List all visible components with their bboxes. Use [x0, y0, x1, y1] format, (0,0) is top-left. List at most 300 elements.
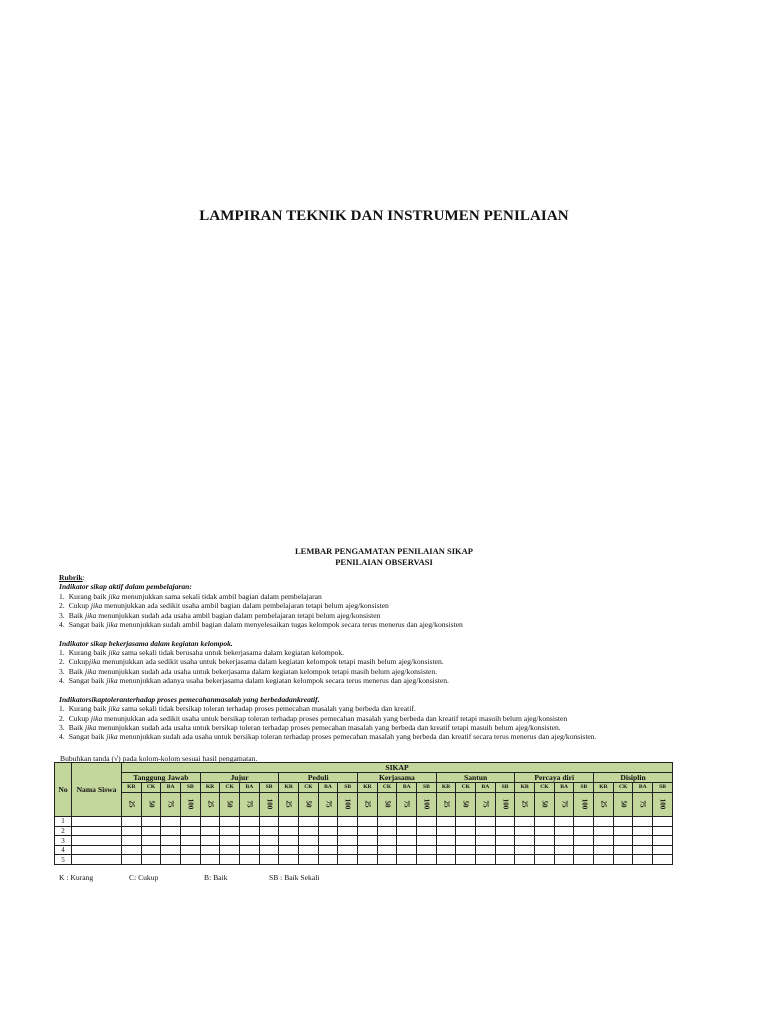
- check-cell[interactable]: [653, 817, 673, 827]
- check-cell[interactable]: [574, 855, 594, 865]
- check-cell[interactable]: [377, 845, 397, 855]
- rubric-item-pre: Baik: [68, 666, 85, 676]
- score-value: 100: [422, 799, 431, 810]
- score-header: [515, 792, 535, 816]
- rubric-item-pre: Sangat baik: [68, 732, 107, 742]
- score-value: 100: [658, 799, 667, 810]
- check-cell[interactable]: [417, 826, 437, 836]
- check-cell[interactable]: [653, 855, 673, 865]
- level-header: BA: [633, 783, 653, 792]
- rubric-item: [59, 723, 719, 732]
- check-cell[interactable]: [318, 836, 338, 846]
- check-cell[interactable]: [574, 836, 594, 846]
- rubric-item-post: menunjukkan sudah ada usaha untuk bersikap toleran terhadap proses pemecahan masalah yang berbeda dan kreatif tetapi masuih belum ajeg/konsisten.: [96, 723, 561, 733]
- level-header: SB: [653, 783, 673, 792]
- score-header: [456, 792, 476, 816]
- level-header: KR: [515, 783, 535, 792]
- check-cell[interactable]: [377, 855, 397, 865]
- rubric-indicator: Indikator sikap bekerjasama dalam kegiatan kelompok.: [59, 638, 233, 648]
- check-cell[interactable]: [141, 826, 161, 836]
- check-cell[interactable]: [515, 817, 535, 827]
- score-value: 25: [284, 800, 293, 808]
- rubric-item-keyword: jika: [108, 591, 120, 601]
- score-value: 25: [599, 800, 608, 808]
- score-header: [574, 792, 594, 816]
- check-cell[interactable]: [161, 845, 181, 855]
- check-cell[interactable]: [436, 845, 456, 855]
- check-cell[interactable]: [495, 817, 515, 827]
- level-header: BA: [397, 783, 417, 792]
- table-row: [55, 855, 673, 865]
- check-cell[interactable]: [594, 845, 614, 855]
- score-header: [181, 792, 201, 816]
- check-cell[interactable]: [535, 826, 555, 836]
- rubric-item-num: 1.: [59, 704, 65, 714]
- rubric-item-pre: Cukup: [68, 601, 91, 611]
- score-value: 50: [540, 800, 549, 808]
- rubric-item-keyword: jika: [84, 723, 97, 733]
- rubric-item: [59, 676, 719, 685]
- check-cell[interactable]: [515, 836, 535, 846]
- rubric-item-post: menunjukkan ada sedikit usaha ambil bagian dalam pembelajaran tetapi belum ajeg/konsisten: [102, 601, 389, 611]
- score-value: 50: [147, 800, 155, 808]
- check-cell[interactable]: [200, 855, 220, 865]
- check-cell[interactable]: [318, 845, 338, 855]
- check-cell[interactable]: [476, 817, 496, 827]
- check-cell[interactable]: [456, 817, 476, 827]
- check-cell[interactable]: [358, 836, 378, 846]
- level-header: SB: [417, 783, 437, 792]
- check-cell[interactable]: [633, 855, 653, 865]
- check-cell[interactable]: [259, 826, 279, 836]
- score-header: [122, 792, 142, 816]
- check-cell[interactable]: [417, 845, 437, 855]
- level-header: CK: [377, 783, 397, 792]
- rubric-item-pre: Sangat baik: [68, 620, 107, 630]
- level-header: CK: [535, 783, 555, 792]
- rubric-item: [59, 601, 719, 610]
- rubric-item-post: menunjukkan sudah ambil bagian dalam menyelesaikan tugas kelompok secara terus menerus dan ajeg/konsisten: [117, 620, 463, 630]
- rubric-item-num: 4.: [59, 620, 65, 630]
- check-cell[interactable]: [594, 836, 614, 846]
- check-cell[interactable]: [161, 836, 181, 846]
- score-header: [535, 792, 555, 816]
- attitude-group-header: Jujur: [200, 773, 279, 783]
- rubric-item: [59, 714, 719, 723]
- check-cell[interactable]: [397, 836, 417, 846]
- rubric-item-post: menunjukkan sudah ada usaha untuk bekerjasama dalam kegiatan kelompok tetapi masih belum ajeg/konsisten.: [96, 666, 438, 676]
- rubric-label: Rubrik: [59, 573, 83, 582]
- student-name-cell[interactable]: [72, 845, 122, 855]
- rubric-item-num: 4.: [59, 732, 65, 742]
- check-cell[interactable]: [456, 826, 476, 836]
- observation-table: [54, 762, 673, 865]
- row-number: 3: [55, 836, 72, 846]
- rubric-item-num: 2.: [59, 657, 65, 667]
- check-cell[interactable]: [141, 855, 161, 865]
- check-cell[interactable]: [161, 855, 181, 865]
- check-cell[interactable]: [633, 826, 653, 836]
- rubric-item-num: 3.: [59, 723, 65, 733]
- check-cell[interactable]: [220, 855, 240, 865]
- check-cell[interactable]: [141, 845, 161, 855]
- level-header: BA: [476, 783, 496, 792]
- level-header: SB: [338, 783, 358, 792]
- check-cell[interactable]: [161, 826, 181, 836]
- check-cell[interactable]: [554, 836, 574, 846]
- rubric-item: [59, 704, 719, 713]
- check-cell[interactable]: [476, 845, 496, 855]
- student-name-cell[interactable]: [72, 817, 122, 827]
- check-cell[interactable]: [653, 836, 673, 846]
- rubric-item-num: 1.: [59, 648, 65, 658]
- sheet-title: LEMBAR PENGAMATAN PENILAIAN SIKAP: [295, 546, 473, 556]
- check-cell[interactable]: [200, 836, 220, 846]
- check-cell[interactable]: [476, 855, 496, 865]
- attitude-group-header: Peduli: [279, 773, 358, 783]
- score-value: 75: [324, 800, 333, 808]
- check-cell[interactable]: [397, 817, 417, 827]
- attitude-group-header: Disiplin: [594, 773, 673, 783]
- document-title: LAMPIRAN TEKNIK DAN INSTRUMEN PENILAIAN: [199, 208, 569, 224]
- rubric-item: [59, 592, 719, 601]
- name-header: Nama Siswa: [72, 763, 122, 817]
- check-cell[interactable]: [259, 845, 279, 855]
- rubric-item: [59, 732, 719, 741]
- check-cell[interactable]: [594, 855, 614, 865]
- row-number: 2: [55, 826, 72, 836]
- rubric-item-pre: Cukup: [68, 657, 89, 667]
- rubric-item-num: 4.: [59, 676, 65, 686]
- student-name-cell[interactable]: [72, 826, 122, 836]
- check-cell[interactable]: [613, 817, 633, 827]
- check-cell[interactable]: [554, 817, 574, 827]
- row-number: 5: [55, 855, 72, 865]
- rubric-item-keyword: jika: [106, 620, 118, 630]
- rubric-item-pre: Kurang baik: [68, 648, 109, 658]
- rubric-item-pre: Sangat baik: [68, 676, 107, 686]
- score-value: 50: [461, 800, 470, 808]
- table-row: [55, 836, 673, 846]
- level-header: KR: [358, 783, 378, 792]
- score-value: 100: [265, 799, 274, 810]
- rubric-item: [59, 620, 719, 629]
- level-header: CK: [299, 783, 319, 792]
- check-cell[interactable]: [397, 826, 417, 836]
- check-cell[interactable]: [240, 817, 260, 827]
- level-header: KR: [200, 783, 220, 792]
- score-header: [338, 792, 358, 816]
- check-cell[interactable]: [299, 845, 319, 855]
- score-value: 75: [560, 800, 569, 808]
- score-value: 100: [343, 799, 352, 810]
- rubric-item-num: 3.: [59, 610, 65, 620]
- no-header: No: [55, 763, 72, 817]
- check-cell[interactable]: [141, 817, 161, 827]
- check-cell[interactable]: [554, 845, 574, 855]
- check-cell[interactable]: [417, 836, 437, 846]
- rubric-item-keyword: jika: [90, 601, 103, 611]
- check-cell[interactable]: [279, 826, 299, 836]
- check-cell[interactable]: [141, 836, 161, 846]
- check-cell[interactable]: [220, 845, 240, 855]
- check-cell[interactable]: [535, 817, 555, 827]
- check-cell[interactable]: [476, 826, 496, 836]
- check-cell[interactable]: [279, 845, 299, 855]
- rubric-item-keyword: jika: [84, 666, 97, 676]
- score-value: 75: [481, 800, 490, 808]
- rubric-item-post: menunjukkan sudah ada usaha ambil bagian dalam pembelajaran tetapi belum ajeg/konsisten: [96, 610, 381, 620]
- score-value: 25: [520, 800, 529, 808]
- rubric-item-pre: Baik: [68, 723, 85, 733]
- score-header: [259, 792, 279, 816]
- check-cell[interactable]: [495, 845, 515, 855]
- check-cell[interactable]: [613, 845, 633, 855]
- check-cell[interactable]: [122, 836, 142, 846]
- check-cell[interactable]: [200, 845, 220, 855]
- score-header: [299, 792, 319, 816]
- level-header: KR: [436, 783, 456, 792]
- level-header: BA: [318, 783, 338, 792]
- check-cell[interactable]: [495, 826, 515, 836]
- check-cell[interactable]: [181, 845, 201, 855]
- check-cell[interactable]: [299, 855, 319, 865]
- check-cell[interactable]: [436, 817, 456, 827]
- check-cell[interactable]: [220, 826, 240, 836]
- check-cell[interactable]: [554, 826, 574, 836]
- check-cell[interactable]: [574, 845, 594, 855]
- check-cell[interactable]: [594, 817, 614, 827]
- legend-item: B: Baik: [204, 873, 228, 882]
- attitude-group-header: Percaya diri: [515, 773, 594, 783]
- score-header: [358, 792, 378, 816]
- check-cell[interactable]: [436, 836, 456, 846]
- rubric-item-post: menunjukkan ada sedikit usaha untuk bekerjasama dalam kegiatan kelompok tetapi masih belum ajeg/konsisten.: [100, 657, 444, 667]
- score-header: [633, 792, 653, 816]
- row-number: 1: [55, 817, 72, 827]
- level-header: CK: [141, 783, 161, 792]
- check-cell[interactable]: [318, 817, 338, 827]
- level-header: CK: [613, 783, 633, 792]
- score-value: 75: [245, 800, 254, 808]
- check-cell[interactable]: [495, 836, 515, 846]
- check-cell[interactable]: [377, 836, 397, 846]
- check-cell[interactable]: [338, 836, 358, 846]
- check-cell[interactable]: [200, 817, 220, 827]
- score-value: 100: [501, 799, 510, 810]
- check-cell[interactable]: [220, 836, 240, 846]
- rubric-item: [59, 667, 719, 676]
- check-cell[interactable]: [554, 855, 574, 865]
- legend-item: C: Cukup: [129, 873, 159, 882]
- check-cell[interactable]: [456, 836, 476, 846]
- level-header: CK: [220, 783, 240, 792]
- check-cell[interactable]: [535, 836, 555, 846]
- score-value: 50: [225, 800, 234, 808]
- check-cell[interactable]: [574, 817, 594, 827]
- check-cell[interactable]: [436, 826, 456, 836]
- student-name-cell[interactable]: [72, 855, 122, 865]
- check-cell[interactable]: [259, 836, 279, 846]
- check-cell[interactable]: [653, 845, 673, 855]
- check-cell[interactable]: [122, 817, 142, 827]
- rubric-item-post: sama sekali tidak bersikap toleran terhadap proses pemecahan masalah yang berbeda dan kreatif.: [119, 704, 416, 714]
- check-cell[interactable]: [358, 817, 378, 827]
- check-cell[interactable]: [574, 826, 594, 836]
- score-header: [141, 792, 161, 816]
- rubric-item-post: menunjukkan ada sedikit usaha untuk bersikap toleran terhadap proses pemecahan masalah yang berbeda dan kreatif tetapi masuih belum ajeg/konsisten: [102, 713, 568, 723]
- check-cell[interactable]: [515, 845, 535, 855]
- rubric-indicator: Indikatorsikaptoleranterhadap proses pemecahanmasalah yang berbedadankreatif.: [59, 694, 320, 704]
- check-cell[interactable]: [338, 845, 358, 855]
- rubric-indicator: Indikator sikap aktif dalam pembelajaran:: [59, 582, 192, 592]
- check-cell[interactable]: [535, 845, 555, 855]
- score-value: 75: [166, 800, 175, 808]
- score-header: [397, 792, 417, 816]
- student-name-cell[interactable]: [72, 836, 122, 846]
- rubric-item-num: 2.: [59, 713, 65, 723]
- score-value: 25: [442, 800, 451, 808]
- score-header: [377, 792, 397, 816]
- rubric-item-post: sama sekali tidak berusaha untuk bekerjasama dalam kegiatan kelompok.: [119, 648, 345, 658]
- legend-item: K : Kurang: [59, 873, 94, 882]
- rubric-item-keyword: jika: [108, 704, 120, 714]
- level-header: KR: [279, 783, 299, 792]
- check-cell[interactable]: [358, 855, 378, 865]
- row-number: 4: [55, 845, 72, 855]
- rubric-item-pre: Kurang baik: [68, 704, 109, 714]
- check-cell[interactable]: [279, 855, 299, 865]
- score-header: [318, 792, 338, 816]
- score-value: 25: [363, 800, 372, 808]
- level-header: BA: [554, 783, 574, 792]
- check-cell[interactable]: [535, 855, 555, 865]
- score-value: 100: [579, 799, 588, 810]
- check-cell[interactable]: [240, 845, 260, 855]
- sheet-subtitle: PENILAIAN OBSERVASI: [335, 557, 433, 567]
- score-header: [417, 792, 437, 816]
- check-cell[interactable]: [259, 855, 279, 865]
- check-cell[interactable]: [220, 817, 240, 827]
- check-cell[interactable]: [181, 836, 201, 846]
- check-cell[interactable]: [397, 845, 417, 855]
- rubric-item-keyword: jika: [88, 657, 101, 667]
- rubric-item-pre: Cukup: [68, 713, 91, 723]
- check-cell[interactable]: [377, 817, 397, 827]
- check-cell[interactable]: [338, 855, 358, 865]
- rubric-item-num: 3.: [59, 666, 65, 676]
- check-cell[interactable]: [613, 855, 633, 865]
- score-header: [554, 792, 574, 816]
- score-header: [240, 792, 260, 816]
- attitude-group-header: Tanggung Jawab: [122, 773, 201, 783]
- check-cell[interactable]: [240, 826, 260, 836]
- rubric-item-keyword: jika: [84, 610, 97, 620]
- check-cell[interactable]: [279, 836, 299, 846]
- score-value: 50: [383, 800, 392, 808]
- attitude-group-header: Santun: [436, 773, 515, 783]
- sikap-header: SIKAP: [122, 763, 673, 773]
- table-row: [55, 845, 673, 855]
- rubric-item-keyword: jika: [106, 676, 118, 686]
- check-cell[interactable]: [653, 826, 673, 836]
- rubric-item-keyword: jika: [106, 732, 118, 742]
- check-cell[interactable]: [299, 826, 319, 836]
- level-header: SB: [495, 783, 515, 792]
- score-header: [200, 792, 220, 816]
- score-value: 50: [619, 800, 628, 808]
- check-cell[interactable]: [338, 826, 358, 836]
- check-cell[interactable]: [495, 855, 515, 865]
- score-value: 75: [638, 800, 647, 808]
- check-cell[interactable]: [318, 826, 338, 836]
- check-cell[interactable]: [377, 826, 397, 836]
- score-header: [220, 792, 240, 816]
- check-cell[interactable]: [338, 817, 358, 827]
- table-instruction: Bubuhkan tanda (√) pada kolom-kolom sesuai hasil pengamatan.: [60, 754, 258, 763]
- rubric-item-pre: Kurang baik: [68, 591, 109, 601]
- check-cell[interactable]: [318, 855, 338, 865]
- check-cell[interactable]: [122, 845, 142, 855]
- check-cell[interactable]: [633, 836, 653, 846]
- score-value: 25: [206, 800, 215, 808]
- check-cell[interactable]: [417, 817, 437, 827]
- check-cell[interactable]: [279, 817, 299, 827]
- score-header: [613, 792, 633, 816]
- check-cell[interactable]: [181, 826, 201, 836]
- rubric-item-post: menunjukkan adanya usaha bekerjasama dalam kegiatan kelompok secara terus menerus dan ajeg/konsisten.: [117, 676, 449, 686]
- check-cell[interactable]: [436, 855, 456, 865]
- check-cell[interactable]: [358, 826, 378, 836]
- check-cell[interactable]: [515, 826, 535, 836]
- check-cell[interactable]: [397, 855, 417, 865]
- check-cell[interactable]: [633, 817, 653, 827]
- check-cell[interactable]: [161, 817, 181, 827]
- check-cell[interactable]: [299, 817, 319, 827]
- score-header: [495, 792, 515, 816]
- check-cell[interactable]: [259, 817, 279, 827]
- rubric-item-pre: Baik: [68, 610, 85, 620]
- score-value: 25: [127, 800, 136, 808]
- check-cell[interactable]: [476, 836, 496, 846]
- check-cell[interactable]: [633, 845, 653, 855]
- rubric-item-post: menunjukkan sudah ada usaha untuk bersikap toleran terhadap proses pemecahan masalah yang berbeda dan kreatif secara terus menerus dan ajeg/konsisten.: [117, 732, 597, 742]
- check-cell[interactable]: [613, 826, 633, 836]
- rubric-item-num: 2.: [59, 601, 65, 611]
- check-cell[interactable]: [181, 817, 201, 827]
- check-cell[interactable]: [240, 836, 260, 846]
- check-cell[interactable]: [613, 836, 633, 846]
- check-cell[interactable]: [358, 845, 378, 855]
- check-cell[interactable]: [594, 826, 614, 836]
- check-cell[interactable]: [515, 855, 535, 865]
- check-cell[interactable]: [200, 826, 220, 836]
- level-header: KR: [594, 783, 614, 792]
- check-cell[interactable]: [240, 855, 260, 865]
- check-cell[interactable]: [122, 826, 142, 836]
- check-cell[interactable]: [456, 845, 476, 855]
- table-row: [55, 826, 673, 836]
- check-cell[interactable]: [299, 836, 319, 846]
- rubric-item: [59, 657, 719, 666]
- rubric-item: [59, 648, 719, 657]
- check-cell[interactable]: [122, 855, 142, 865]
- rubric-item-post: menunjukkan sama sekali tidak ambil bagian dalam pembelajaran: [119, 591, 322, 601]
- check-cell[interactable]: [456, 855, 476, 865]
- check-cell[interactable]: [417, 855, 437, 865]
- level-header: SB: [181, 783, 201, 792]
- check-cell[interactable]: [181, 855, 201, 865]
